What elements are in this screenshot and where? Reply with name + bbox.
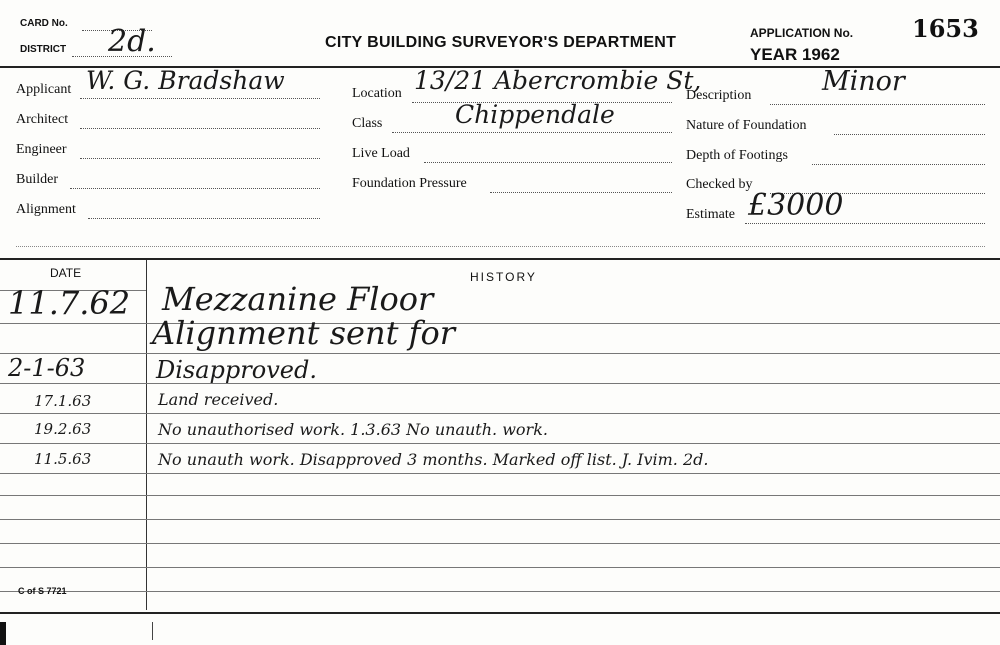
- alignment-label: Alignment: [16, 202, 76, 217]
- alignment-line: [88, 218, 320, 219]
- history-date: 17.1.63: [34, 392, 92, 410]
- estimate-label: Estimate: [686, 207, 735, 222]
- history-date: 2-1-63: [8, 354, 86, 382]
- form-code: C of S 7721: [18, 586, 67, 596]
- department-title: CITY BUILDING SURVEYOR'S DEPARTMENT: [325, 34, 677, 51]
- description-line: [770, 104, 985, 105]
- location-label: Location: [352, 86, 402, 101]
- history-entry: Disapproved.: [156, 356, 317, 384]
- bottom-tick: [152, 622, 153, 640]
- depth-line: [812, 164, 985, 165]
- district-label: DISTRICT: [20, 44, 67, 55]
- foundation-pressure-label: Foundation Pressure: [352, 176, 467, 191]
- architect-label: Architect: [16, 112, 69, 127]
- estimate-line: [745, 223, 985, 224]
- applicant-label: Applicant: [16, 82, 72, 97]
- upper-bottom-line: [16, 246, 985, 247]
- depth-of-footings-label: Depth of Footings: [686, 148, 788, 163]
- applicant-line: [80, 98, 320, 99]
- date-header: DATE: [50, 266, 82, 280]
- foundation-pressure-line: [490, 192, 672, 193]
- architect-line: [80, 128, 320, 129]
- application-no: 1653: [912, 14, 979, 43]
- location-value: 13/21 Abercrombie St,: [414, 66, 702, 95]
- description-value: Minor: [822, 66, 905, 97]
- history-entry: No unauthorised work. 1.3.63 No unauth. work.: [158, 420, 548, 439]
- applicant-value: W. G. Bradshaw: [86, 66, 285, 95]
- class-label: Class: [352, 116, 383, 131]
- ruled-line: [0, 543, 1000, 544]
- estimate-value: £3000: [748, 188, 844, 223]
- ruled-line: [0, 519, 1000, 520]
- nature-of-foundation-label: Nature of Foundation: [686, 118, 807, 133]
- engineer-line: [80, 158, 320, 159]
- description-label: Description: [686, 88, 752, 103]
- live-load-line: [424, 162, 672, 163]
- edge-mark: [0, 622, 6, 645]
- ruled-line: [0, 413, 1000, 414]
- history-date: 11.5.63: [34, 450, 92, 468]
- ruled-line: [0, 495, 1000, 496]
- date-column-divider: [146, 260, 147, 610]
- history-top-border: [0, 258, 1000, 260]
- builder-line: [70, 188, 320, 189]
- history-entry: Alignment sent for: [152, 314, 455, 352]
- builder-label: Builder: [16, 172, 58, 187]
- card-no-label: CARD No.: [20, 18, 68, 29]
- live-load-label: Live Load: [352, 146, 410, 161]
- class-line: [392, 132, 672, 133]
- history-entry: Mezzanine Floor: [162, 280, 434, 318]
- history-entry: No unauth work. Disapproved 3 months. Marked off list. J. Ivim. 2d.: [158, 450, 709, 469]
- application-no-label: APPLICATION No.: [750, 26, 854, 40]
- history-header: HISTORY: [470, 270, 537, 284]
- history-entry: Land received.: [158, 390, 279, 409]
- class-value: Chippendale: [455, 100, 615, 129]
- year-label: YEAR 1962: [750, 45, 840, 64]
- history-bottom-border: [0, 612, 1000, 614]
- history-date: 19.2.63: [34, 420, 92, 438]
- ruled-line: [0, 567, 1000, 568]
- engineer-label: Engineer: [16, 142, 67, 157]
- district-value: 2d.: [108, 24, 156, 59]
- history-date: 11.7.62: [8, 284, 131, 322]
- checked-by-label: Checked by: [686, 177, 753, 192]
- nature-line: [834, 134, 985, 135]
- ruled-line: [0, 443, 1000, 444]
- ruled-line: [0, 473, 1000, 474]
- ruled-line: [0, 383, 1000, 384]
- ruled-line: [0, 323, 1000, 324]
- ruled-line: [0, 591, 1000, 592]
- ruled-line: [0, 353, 1000, 354]
